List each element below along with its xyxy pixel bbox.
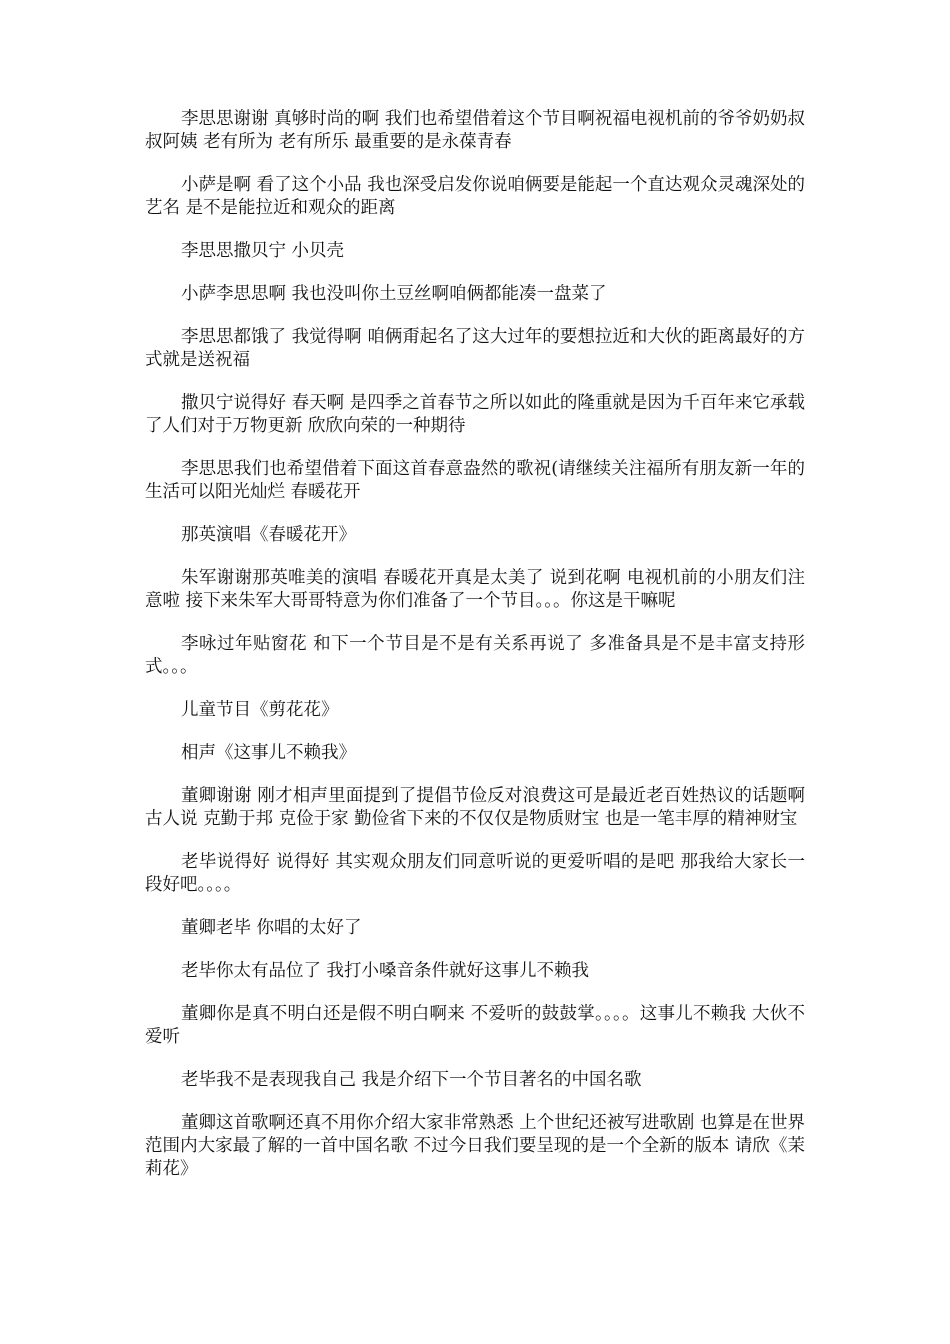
paragraph: 老毕你太有品位了 我打小嗓音条件就好这事儿不赖我: [181, 961, 590, 981]
paragraph: 撒贝宁说得好 春天啊 是四季之首春节之所以如此的隆重就是因为千百年来它承载了人们对于万物更新 欣欣向荣的一种期待: [145, 393, 805, 436]
paragraph: 董卿老毕 你唱的太好了: [181, 918, 362, 938]
paragraph: 李咏过年贴窗花 和下一个节目是不是有关系再说了 多准备具是不是丰富支持形式。。。: [145, 634, 805, 677]
paragraph: 朱军谢谢那英唯美的演唱 春暖花开真是太美了 说到花啊 电视机前的小朋友们注意啦 接下来朱军大哥哥特意为你们准备了一个节目。。。你这是干嘛呢: [145, 568, 805, 611]
paragraph: 小萨李思思啊 我也没叫你土豆丝啊咱俩都能凑一盘菜了: [181, 284, 607, 304]
paragraph: 李思思谢谢 真够时尚的啊 我们也希望借着这个节目啊祝福电视机前的爷爷奶奶叔叔阿姨 老有所为 老有所乐 最重要的是永葆青春: [145, 109, 805, 152]
document-body: [145, 108, 805, 1201]
paragraph: 李思思都饿了 我觉得啊 咱俩甭起名了这大过年的要想拉近和大伙的距离最好的方式就是送祝福: [145, 327, 805, 370]
paragraph: 老毕说得好 说得好 其实观众朋友们同意听说的更爱听唱的是吧 那我给大家长一段好吧。。。。: [145, 852, 805, 895]
paragraph: 儿童节目《剪花花》: [181, 700, 339, 720]
paragraph: 老毕我不是表现我自己 我是介绍下一个节目著名的中国名歌: [181, 1070, 642, 1090]
paragraph: 董卿谢谢 刚才相声里面提到了提倡节俭反对浪费这可是最近老百姓热议的话题啊 古人说 克勤于邦 克俭于家 勤俭省下来的不仅仅是物质财宝 也是一笔丰厚的精神财宝: [145, 786, 805, 829]
paragraph: 李思思撒贝宁 小贝壳: [181, 241, 345, 261]
paragraph: 小萨是啊 看了这个小品 我也深受启发你说咱俩要是能起一个直达观众灵魂深处的艺名 是不是能拉近和观众的距离: [145, 175, 805, 218]
paragraph: 李思思我们也希望借着下面这首春意盎然的歌祝(请继续关注福所有朋友新一年的生活可以阳光灿烂 春暖花开: [145, 459, 805, 502]
paragraph: 相声《这事儿不赖我》: [181, 743, 356, 763]
paragraph: 董卿你是真不明白还是假不明白啊来 不爱听的鼓鼓掌。。。。这事儿不赖我 大伙不爱听: [145, 1004, 805, 1047]
paragraph: 董卿这首歌啊还真不用你介绍大家非常熟悉 上个世纪还被写进歌剧 也算是在世界范围内大家最了解的一首中国名歌 不过今日我们要呈现的是一个全新的版本 请欣《茉莉花》: [145, 1113, 805, 1179]
paragraph: 那英演唱《春暖花开》: [181, 525, 356, 545]
